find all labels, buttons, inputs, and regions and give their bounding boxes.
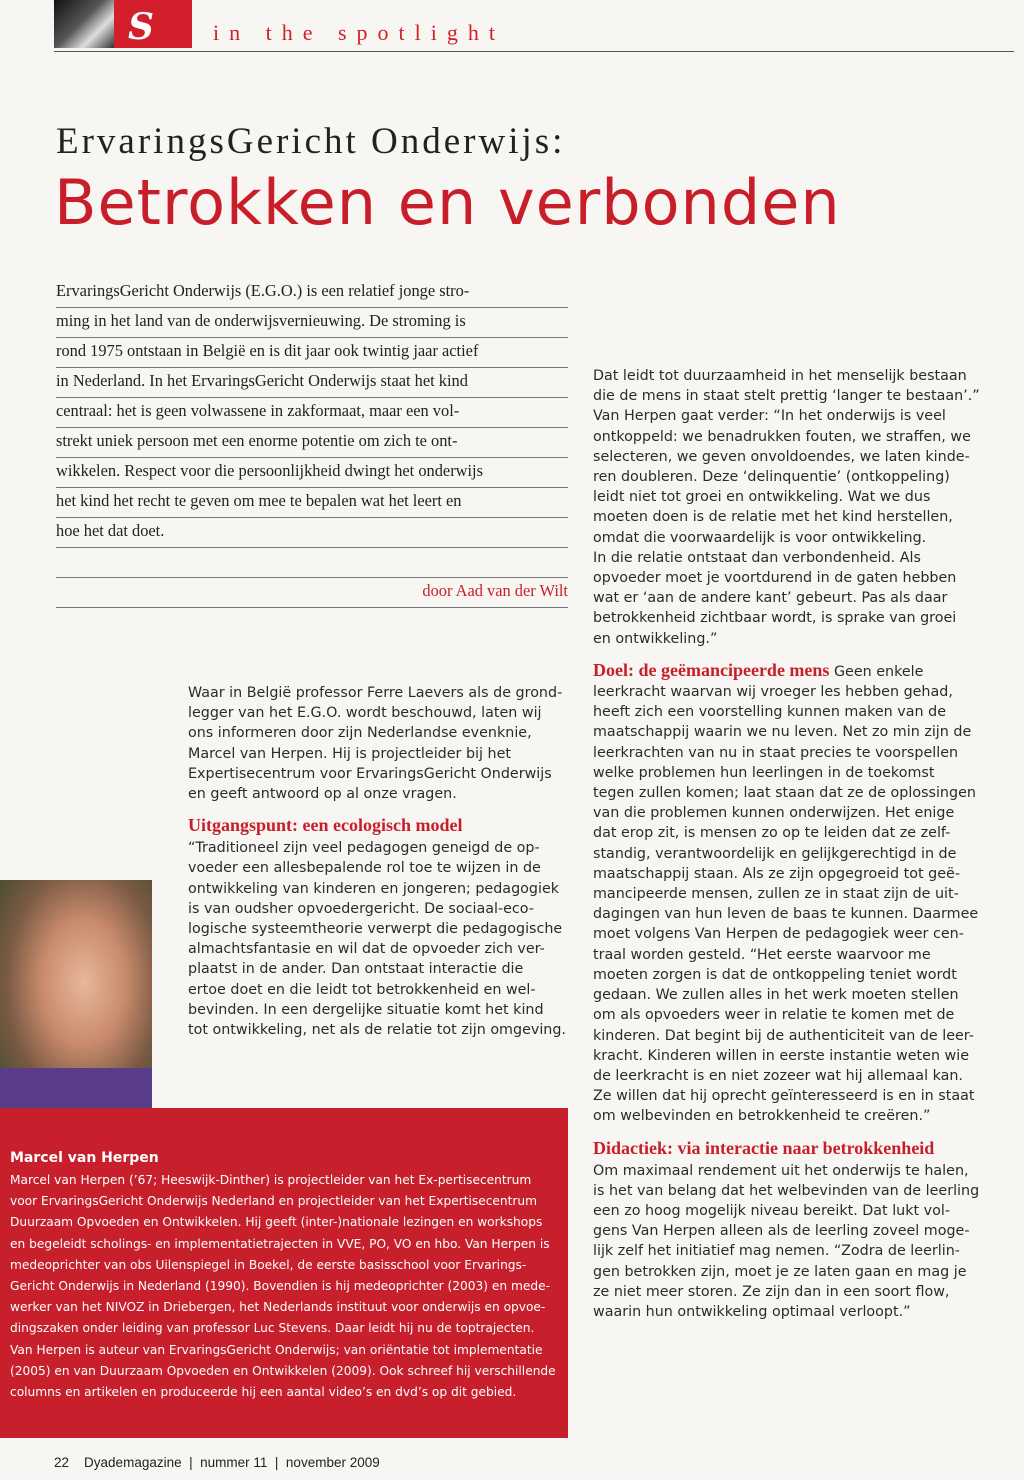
bio-text bbox=[10, 1170, 562, 1403]
left-paragraph-2 bbox=[188, 838, 566, 1040]
left-column bbox=[188, 683, 566, 1040]
text-line: om welbevinden en betrokkenheid te creëren.” bbox=[593, 1108, 931, 1125]
text-line: Marcel van Herpen. Hij is projectleider bij het bbox=[188, 745, 511, 762]
heading-didactiek: Didactiek: via interactie naar betrokkenheid bbox=[593, 1137, 935, 1158]
text-line: en geeft antwoord op al onze vragen. bbox=[188, 786, 457, 803]
text-line: gen betrokken zijn, moet je ze laten gaan en mag je bbox=[593, 1263, 967, 1280]
text-line: heeft zich een voorstelling kunnen maken van de bbox=[593, 704, 946, 721]
bio-line: medeoprichter van obs Uilenspiegel in Boekel, de eerste basisschool voor Ervarings- bbox=[10, 1257, 527, 1272]
text-line: die de mens in staat stelt prettig ‘langer te bestaan’.” bbox=[593, 388, 980, 405]
section-badge bbox=[114, 0, 192, 48]
page-number: 22 bbox=[54, 1455, 70, 1470]
intro-line: wikkelen. Respect voor die persoonlijkheid dwingt het onderwijs bbox=[56, 458, 568, 488]
issue-date: november 2009 bbox=[285, 1455, 380, 1470]
intro-line: rond 1975 ontstaan in België en is dit jaar ook twintig jaar actief bbox=[56, 338, 568, 368]
intro-line: strekt uniek persoon met een enorme potentie om zich te ont- bbox=[56, 428, 568, 458]
text-line: plaatst in de ander. Dan ontstaat interactie die bbox=[188, 961, 524, 978]
text-line: leerkrachten van nu in staat precies te voorspellen bbox=[593, 744, 959, 761]
issue-number: nummer 11 bbox=[200, 1455, 268, 1470]
intro-block bbox=[56, 278, 568, 608]
text-line: moet volgens Van Herpen de pedagogiek weer cen- bbox=[593, 926, 964, 943]
text-line: standig, verantwoordelijk en gelijkgerechtigd in de bbox=[593, 845, 957, 862]
text-line: gens Van Herpen alleen als de leerling zoveel moge- bbox=[593, 1223, 970, 1240]
badge-letter: S bbox=[128, 6, 154, 48]
text-line: kinderen. Dat begint bij de authenticiteit van de leer- bbox=[593, 1027, 974, 1044]
bio-line: voor ErvaringsGericht Onderwijs Nederland en projectleider van het Expertisecentrum bbox=[10, 1194, 538, 1209]
bio-title: Marcel van Herpen bbox=[10, 1150, 159, 1166]
text-line: maatschappij staan. Als ze zijn opgegroeid tot geë- bbox=[593, 865, 960, 882]
text-line: ontwikkeling van kinderen en jongeren; pedagogiek bbox=[188, 880, 560, 897]
intro-line: ErvaringsGericht Onderwijs (E.G.O.) is een relatief jonge stro- bbox=[56, 278, 568, 308]
header-rule bbox=[54, 51, 1014, 52]
text-line: mancipeerde mensen, zullen ze in staat zijn de uit- bbox=[593, 886, 959, 903]
bio-line: en begeleidt scholings- en implementatietrajecten in VVE, PO, VO en hbo. Van Herpen is bbox=[10, 1236, 550, 1251]
text-line: een zo hoog mogelijk niveau bereikt. Dat lukt vol- bbox=[593, 1202, 951, 1219]
magazine-name: Dyademagazine bbox=[84, 1455, 182, 1470]
text-line: “Traditioneel zijn veel pedagogen geneigd de op- bbox=[188, 840, 540, 857]
intro-line: het kind het recht te geven om mee te bepalen wat het leert en bbox=[56, 488, 568, 518]
text-line: welke problemen hun leerlingen in de toekomst bbox=[593, 764, 935, 781]
right-paragraph-1 bbox=[593, 366, 980, 649]
text-line: maatschappij waarin we nu leven. Net zo min zijn de bbox=[593, 724, 972, 741]
bio-line: Van Herpen is auteur van ErvaringsGericht Onderwijs; van oriëntatie tot implementatie bbox=[10, 1342, 543, 1357]
byline: door Aad van der Wilt bbox=[56, 578, 568, 608]
text-line: bevinden. In een dergelijke situatie komt het kind bbox=[188, 1001, 544, 1018]
text-line: leerkracht waarvan wij vroeger les hebben gehad, bbox=[593, 684, 953, 701]
intro-rule bbox=[56, 548, 568, 578]
text-line: is het van belang dat het welbevinden van de leerling bbox=[593, 1182, 980, 1199]
header-photo bbox=[54, 0, 114, 48]
page-footer: 22 Dyademagazine | nummer 11 | november 2009 bbox=[54, 1455, 380, 1470]
text-line: selecteren, we geven onvoldoendes, we laten kinde- bbox=[593, 448, 970, 465]
doel-heading-line bbox=[593, 659, 971, 682]
text-line: is van oudsher opvoedergericht. De sociaal-eco- bbox=[188, 900, 534, 917]
heading-doel: Doel: de geëmancipeerde mens bbox=[593, 659, 830, 680]
bio-line: Duurzaam Opvoeden en Ontwikkelen. Hij geeft (inter-)nationale lezingen en workshops bbox=[10, 1215, 543, 1230]
left-paragraph-1 bbox=[188, 683, 566, 804]
text-line: waarin hun ontwikkeling optimaal verloopt.” bbox=[593, 1303, 911, 1320]
text-line: omdat die voorwaardelijk is voor ontwikkeling. bbox=[593, 529, 927, 546]
text-line: moeten zorgen is dat de ontkoppeling teniet wordt bbox=[593, 966, 957, 983]
text-line: tot ontwikkeling, net als de relatie tot zijn omgeving. bbox=[188, 1022, 566, 1039]
right-column bbox=[593, 366, 980, 1322]
text-line: Waar in België professor Ferre Laevers als de grond- bbox=[188, 685, 563, 701]
intro-line: in Nederland. In het ErvaringsGericht Onderwijs staat het kind bbox=[56, 368, 568, 398]
text-line: en ontwikkeling.” bbox=[593, 630, 718, 647]
heading-ecologisch-model: Uitgangspunt: een ecologisch model bbox=[188, 815, 463, 836]
right-paragraph-3 bbox=[593, 1161, 980, 1323]
text-line: Expertisecentrum voor ErvaringsGericht Onderwijs bbox=[188, 765, 552, 782]
text-line: wat er ‘aan de andere kant’ gebeurt. Pas als daar bbox=[593, 590, 948, 607]
text-line: ertoe doet en die leidt tot betrokkenheid en wel- bbox=[188, 981, 536, 998]
text-line: gedaan. We zullen alles in het werk moeten stellen bbox=[593, 987, 959, 1004]
text-line: ontkoppeld: we benadrukken fouten, we straffen, we bbox=[593, 428, 971, 445]
text-line: opvoeder moet je voortdurend in de gaten hebben bbox=[593, 570, 957, 587]
text-line: Om maximaal rendement uit het onderwijs te halen, bbox=[593, 1162, 969, 1179]
section-label: in the spotlight bbox=[213, 20, 505, 45]
intro-line: ming in het land van de onderwijsvernieuwing. De stroming is bbox=[56, 308, 568, 338]
article-title: Betrokken en verbonden bbox=[54, 166, 841, 239]
text-line: betrokkenheid zichtbaar wordt, is sprake van groei bbox=[593, 610, 957, 627]
text-line: dagingen van hun leven de baas te kunnen. Daarmee bbox=[593, 906, 979, 923]
text-line: traal worden gesteld. “Het eerste waarvoor me bbox=[593, 946, 931, 963]
text-line: legger van het E.G.O. wordt beschouwd, laten wij bbox=[188, 705, 542, 722]
text-line: logische systeemtheorie verwerpt die pedagogische bbox=[188, 921, 563, 938]
text-line: voeder een allesbepalende rol toe te wijzen in de bbox=[188, 860, 541, 877]
text-line: moeten doen is de relatie met het kind herstellen, bbox=[593, 509, 953, 526]
text-line: tegen zullen komen; laat staan dat ze de oplossingen bbox=[593, 785, 976, 802]
text-line: ren doubleren. Deze ‘delinquentie’ (ontkoppeling) bbox=[593, 469, 950, 486]
text-line: Ze willen dat hij oprecht geïnteresseerd is en in staat bbox=[593, 1088, 975, 1105]
text-line: In die relatie ontstaat dan verbondenheid. Als bbox=[593, 549, 921, 566]
text-line: lijk zelf het initiatief mag nemen. “Zodra de leerlin- bbox=[593, 1243, 960, 1260]
text-line: ons informeren door zijn Nederlandse evenknie, bbox=[188, 725, 532, 742]
text-line: om als opvoeders weer in relatie te komen met de bbox=[593, 1007, 955, 1024]
text-line: Van Herpen gaat verder: “In het onderwijs is veel bbox=[593, 408, 946, 425]
text-line: Dat leidt tot duurzaamheid in het menselijk bestaan bbox=[593, 368, 967, 384]
bio-line: (2005) en van Duurzaam Opvoeden en Ontwikkelen (2009). Ook schreef hij verschillende bbox=[10, 1363, 556, 1378]
intro-line: centraal: het is geen volwassene in zakformaat, maar een vol- bbox=[56, 398, 568, 428]
intro-line: hoe het dat doet. bbox=[56, 518, 568, 548]
text-line: kracht. Kinderen willen in eerste instantie weten wie bbox=[593, 1047, 970, 1064]
bio-line: Marcel van Herpen (’67; Heeswijk-Dinther) is projectleider van het Ex-pertisecentrum bbox=[10, 1173, 532, 1187]
text-line: leidt niet tot groei en ontwikkeling. Wat we dus bbox=[593, 489, 931, 506]
text-line: dat erop zit, is mensen zo op te leiden dat ze zelf- bbox=[593, 825, 951, 842]
portrait-photo bbox=[0, 880, 152, 1108]
bio-line: columns en artikelen en produceerde hij een aantal video’s en dvd’s op dit gebied. bbox=[10, 1385, 517, 1400]
doel-lead-words: Geen enkele bbox=[829, 663, 924, 680]
text-line: de leerkracht is en niet zozeer wat hij allemaal kan. bbox=[593, 1067, 963, 1084]
bio-line: Gericht Onderwijs in Nederland (1990). Bovendien is hij medeoprichter (2003) en mede- bbox=[10, 1279, 550, 1294]
text-line: van die problemen kunnen onderwijzen. Het enige bbox=[593, 805, 955, 822]
article-kicker: ErvaringsGericht Onderwijs: bbox=[56, 121, 566, 162]
text-line: almachtsfantasie en wil dat de opvoeder zich ver- bbox=[188, 941, 545, 958]
bio-line: werker van het NIVOZ in Driebergen, het Nederlands instituut voor onderwijs en opvoe- bbox=[10, 1300, 546, 1315]
right-paragraph-2 bbox=[593, 682, 979, 1126]
bio-line: dingszaken onder leiding van professor Luc Stevens. Daar leidt hij nu de toptrajecten. bbox=[10, 1321, 535, 1336]
text-line: ze niet meer storen. Ze zijn dan in een soort flow, bbox=[593, 1283, 950, 1300]
